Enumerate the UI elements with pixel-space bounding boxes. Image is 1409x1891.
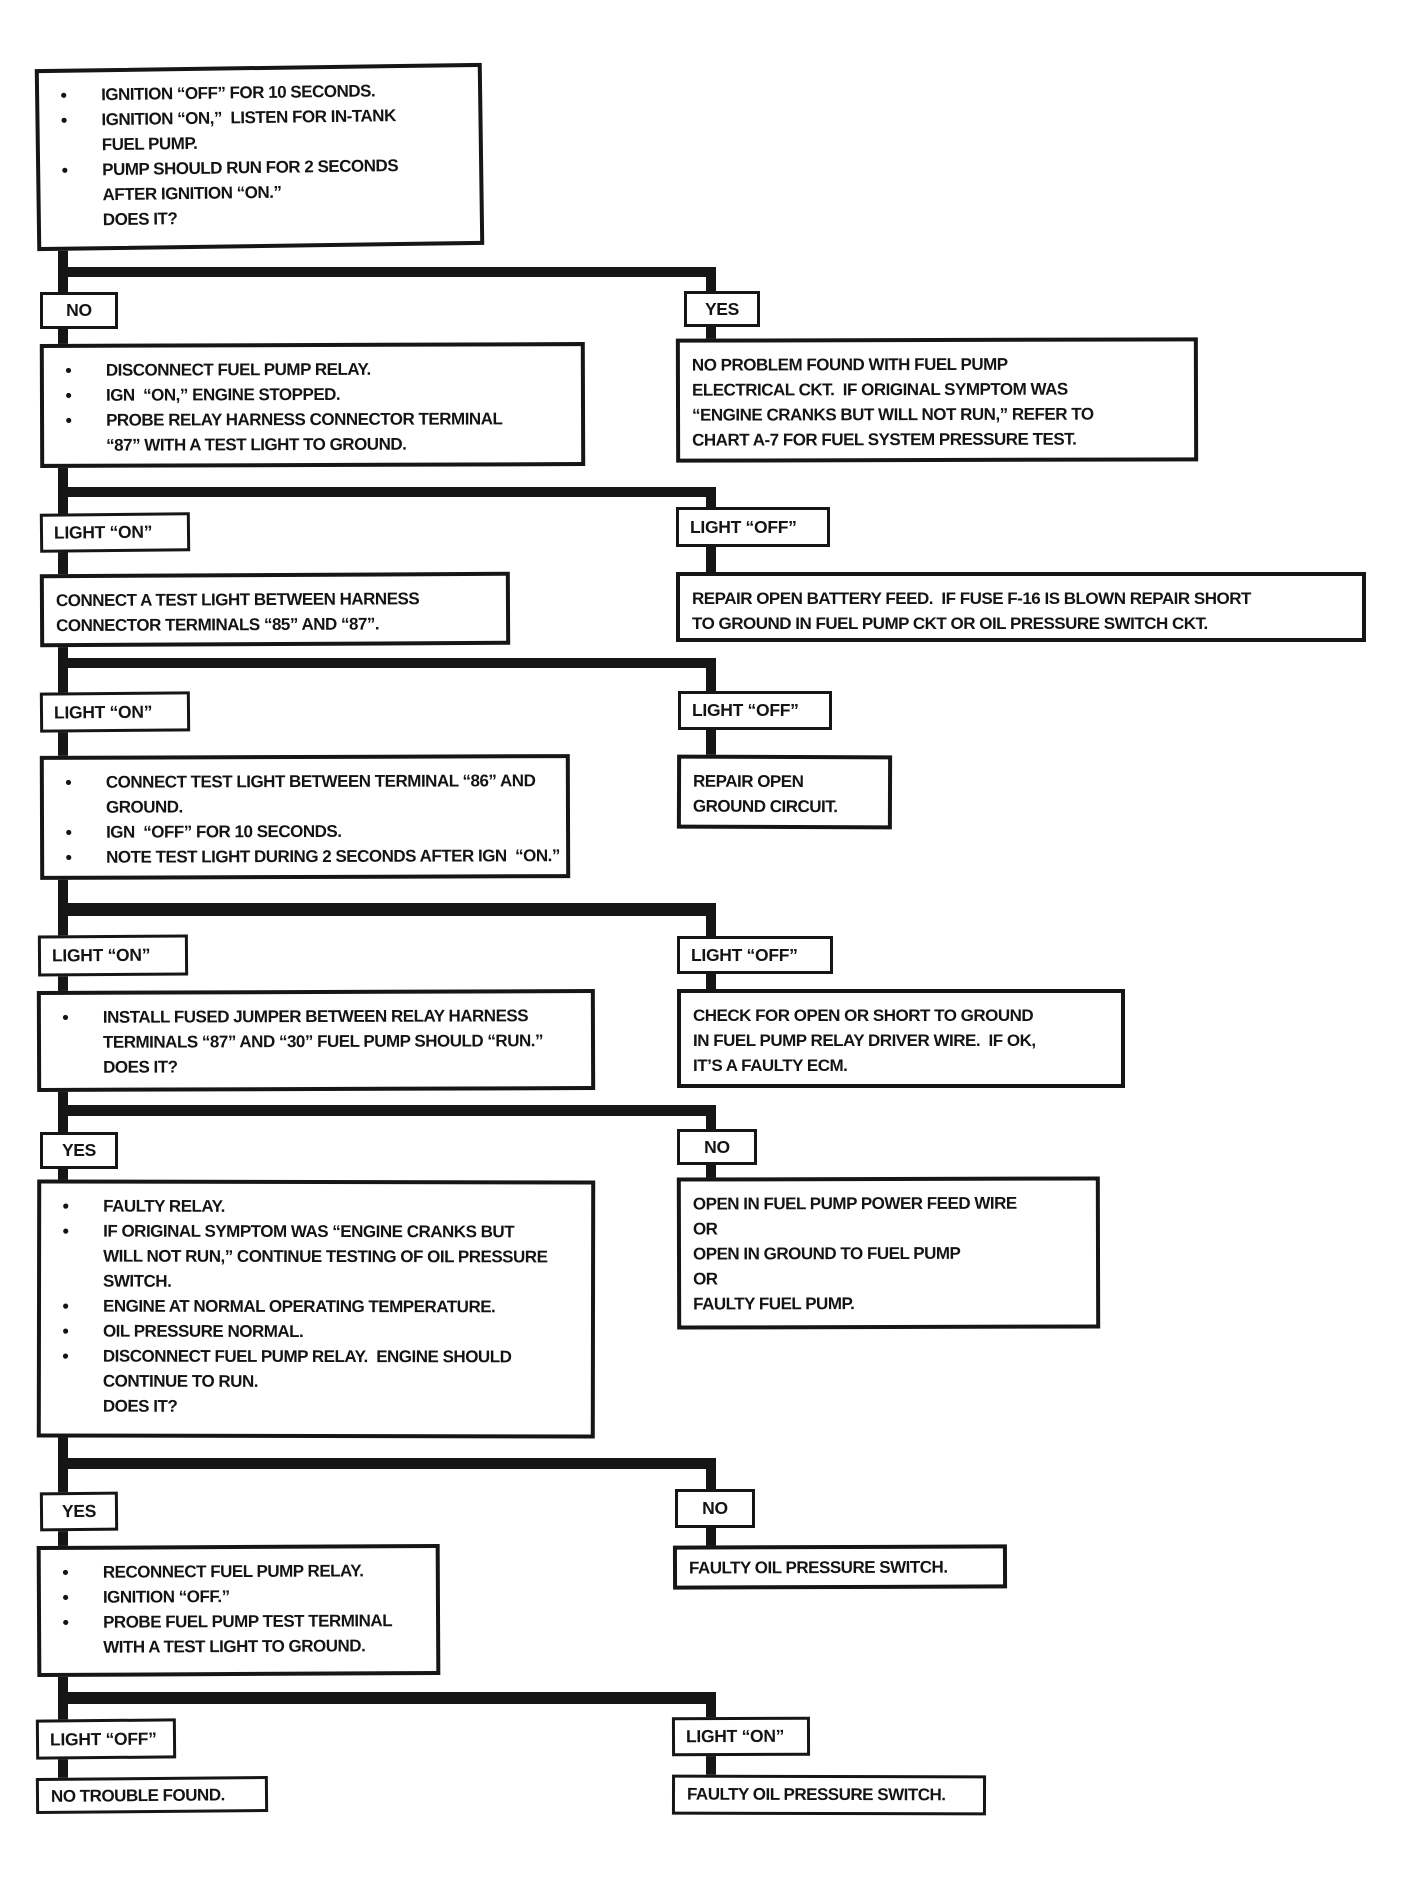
bullet-icon: ● [60,112,68,127]
flow-text: OR [692,1219,718,1239]
branch-label-no-1: NO [40,292,118,329]
bullet-icon: ● [64,774,72,789]
flow-text: OIL PRESSURE NORMAL. [102,1321,304,1341]
branch-label-no-6: NO [675,1489,755,1528]
flow-text: REPAIR OPEN [693,771,804,792]
flow-text: IT’S A FAULTY ECM. [693,1056,848,1075]
flow-line [53,1369,581,1395]
bullet-icon: ● [60,87,67,102]
branch-label-light-on-7: LIGHT “ON” [672,1717,810,1756]
flow-box-reconnect-relay [37,1544,441,1677]
flow-line [693,1290,1086,1316]
bullet-icon: ● [65,412,72,427]
flow-line [56,843,560,870]
flow-text: DOES IT? [102,209,178,230]
flow-text: WITH A TEST LIGHT TO GROUND. [103,1636,366,1657]
flow-line [53,1003,581,1030]
flow-text: DOES IT? [102,1396,178,1416]
flow-text: PUMP SHOULD RUN FOR 2 SECONDS [102,156,399,180]
flow-line [693,1215,1086,1241]
flow-text: AFTER IGNITION “ON.” [102,182,282,205]
flow-text: IGN “ON,” ENGINE STOPPED. [105,384,341,405]
bullet-icon: ● [65,824,72,839]
flow-text: DOES IT? [103,1057,178,1077]
flow-text: FAULTY OIL PRESSURE SWITCH. [688,1557,948,1578]
flow-line [53,1294,581,1320]
flow-box-no-trouble-found [36,1776,268,1814]
flow-line [693,769,878,795]
connector-line [58,903,716,916]
flow-text: IGN “OFF” FOR 10 SECONDS. [106,821,342,842]
branch-label-light-on-2: LIGHT “ON” [40,512,190,553]
flow-box-faulty-oil-pressure-switch-no [673,1544,1007,1589]
flow-line [53,1344,581,1370]
flow-text: PROBE FUEL PUMP TEST TERMINAL [103,1611,393,1632]
branch-label-light-off-4: LIGHT “OFF” [677,936,833,974]
flow-text: OPEN IN FUEL PUMP POWER FEED WIRE [692,1193,1017,1214]
flow-line [53,1219,581,1245]
flow-text: FUEL PUMP. [101,133,198,155]
flow-box-repair-ground-circuit [677,755,892,830]
flow-line [56,356,571,383]
bullet-icon: ● [61,1589,69,1604]
flow-text: FAULTY RELAY. [103,1196,225,1216]
flow-text: CONNECT TEST LIGHT BETWEEN TERMINAL “86” AND [105,771,536,792]
flow-text: RECONNECT FUEL PUMP RELAY. [102,1561,364,1582]
flow-line [692,351,1184,377]
flow-line [693,1028,1111,1053]
flow-box-check-relay-driver-wire [677,989,1125,1088]
flow-box-faulty-relay [37,1180,595,1439]
bullet-icon: ● [61,1009,69,1024]
flow-line [56,406,571,433]
bullet-icon: ● [62,1198,69,1213]
bullet-icon: ● [61,162,69,177]
flow-text: GROUND. [105,797,183,817]
flow-line [692,611,1352,636]
bullet-icon: ● [64,362,72,377]
flow-line [53,1269,581,1295]
flow-line [693,1240,1086,1266]
flow-line [51,1782,255,1809]
flow-text: NO TROUBLE FOUND. [50,1785,225,1806]
flow-line [53,1319,581,1345]
flow-line [53,1558,426,1585]
flow-box-faulty-oil-pressure-switch-on [672,1775,986,1816]
branch-label-light-off-2: LIGHT “OFF” [676,507,830,547]
bullet-icon: ● [62,1614,69,1629]
flow-line [693,1003,1111,1028]
flow-line [56,431,571,458]
flow-line [693,794,878,820]
flow-text: FAULTY OIL PRESSURE SWITCH. [686,1784,946,1805]
bullet-icon: ● [61,1323,69,1338]
flow-line [56,611,496,638]
flow-line [53,1608,426,1635]
flow-text: IGNITION “ON,” LISTEN FOR IN-TANK [101,106,396,130]
flow-line [53,1194,581,1220]
branch-label-yes-5: YES [40,1132,118,1169]
branch-label-light-off-7: LIGHT “OFF” [36,1718,176,1759]
branch-label-yes-1: YES [684,291,760,327]
flow-text: PROBE RELAY HARNESS CONNECTOR TERMINAL [106,409,503,430]
flow-line [53,1244,581,1270]
flow-text: CONNECT A TEST LIGHT BETWEEN HARNESS [55,589,420,611]
flow-box-connect-85-87 [40,572,510,647]
flow-line [693,1053,1111,1078]
flow-line [53,1028,581,1055]
flow-line [53,1583,426,1610]
flow-box-open-feed-or-ground [677,1176,1100,1329]
flow-line [53,1053,581,1080]
flow-text: “ENGINE CRANKS BUT WILL NOT RUN,” REFER TO [692,404,1094,425]
bullet-icon: ● [61,1298,69,1313]
flow-line [56,793,556,820]
flow-line [56,381,571,408]
flow-line [53,202,470,233]
branch-label-yes-6: YES [40,1492,118,1532]
flow-text: IGNITION “OFF” FOR 10 SECONDS. [100,81,376,105]
bullet-icon: ● [62,1223,69,1238]
flow-text: IN FUEL PUMP RELAY DRIVER WIRE. IF OK, [693,1031,1036,1050]
flow-line [692,586,1352,611]
connector-line [58,658,716,668]
flow-box-start [35,63,484,251]
flow-text: FAULTY FUEL PUMP. [693,1294,855,1314]
flow-line [692,401,1184,427]
flow-box-connect-86-ground [40,754,570,880]
flow-text: SWITCH. [103,1271,172,1291]
bullet-icon: ● [61,1564,69,1579]
flow-line [692,426,1184,452]
flow-line [693,1190,1086,1216]
flow-text: INSTALL FUSED JUMPER BETWEEN RELAY HARNESS [102,1006,529,1027]
flow-line [56,586,496,613]
branch-label-no-5: NO [677,1129,757,1165]
flow-text: CONTINUE TO RUN. [102,1371,258,1391]
flow-text: IF ORIGINAL SYMPTOM WAS “ENGINE CRANKS BUT [103,1221,515,1242]
branch-label-light-off-3: LIGHT “OFF” [678,691,832,730]
bullet-icon: ● [65,849,72,864]
flow-box-no1-action [40,342,585,468]
connector-line [58,1458,716,1469]
flow-text: DISCONNECT FUEL PUMP RELAY. ENGINE SHOULD [102,1346,512,1367]
flow-text: NOTE TEST LIGHT DURING 2 SECONDS AFTER IGN “ON.” [106,846,560,867]
branch-label-light-on-4: LIGHT “ON” [38,934,188,976]
flow-line [56,818,556,845]
flow-text: “87” WITH A TEST LIGHT TO GROUND. [106,434,407,455]
flow-text: CHECK FOR OPEN OR SHORT TO GROUND [693,1006,1034,1025]
bullet-icon: ● [64,387,72,402]
flow-line [689,1554,993,1580]
connector-line [58,1105,716,1116]
flow-text: ENGINE AT NORMAL OPERATING TEMPERATURE. [102,1296,496,1317]
bullet-icon: ● [61,1348,69,1363]
flow-text: WILL NOT RUN,” CONTINUE TESTING OF OIL PRESSURE [103,1246,548,1267]
flow-box-repair-battery-feed [676,572,1366,642]
branch-label-light-on-3: LIGHT “ON” [40,691,190,732]
flow-line [692,376,1184,402]
flow-text: OPEN IN GROUND TO FUEL PUMP [692,1243,961,1264]
connector-line [58,1692,716,1704]
connector-line [58,487,716,497]
flow-text: TO GROUND IN FUEL PUMP CKT OR OIL PRESSURE SWITCH CKT. [692,614,1208,633]
flow-line [693,1265,1086,1291]
flow-text: CONNECTOR TERMINALS “85” AND “87”. [56,614,380,636]
flow-line [56,768,556,795]
flow-text: CHART A-7 FOR FUEL SYSTEM PRESSURE TEST. [692,429,1077,450]
flow-text: GROUND CIRCUIT. [692,796,838,817]
flow-line [53,1633,426,1660]
flow-text: REPAIR OPEN BATTERY FEED. IF FUSE F-16 IS BLOWN REPAIR SHORT [692,589,1251,608]
flow-text: NO PROBLEM FOUND WITH FUEL PUMP [691,354,1008,375]
flow-line [687,1782,973,1808]
flow-line [53,1394,581,1420]
flow-text: ELECTRICAL CKT. IF ORIGINAL SYMPTOM WAS [691,379,1068,400]
flow-text: TERMINALS “87” AND “30” FUEL PUMP SHOULD “RUN.” [102,1031,544,1052]
connector-line [58,267,716,277]
flow-box-yes1-result [676,337,1198,462]
flow-text: IGNITION “OFF.” [102,1587,230,1607]
flow-box-install-fused-jumper [37,989,595,1092]
flow-text: DISCONNECT FUEL PUMP RELAY. [105,359,371,380]
flow-text: OR [693,1269,718,1289]
